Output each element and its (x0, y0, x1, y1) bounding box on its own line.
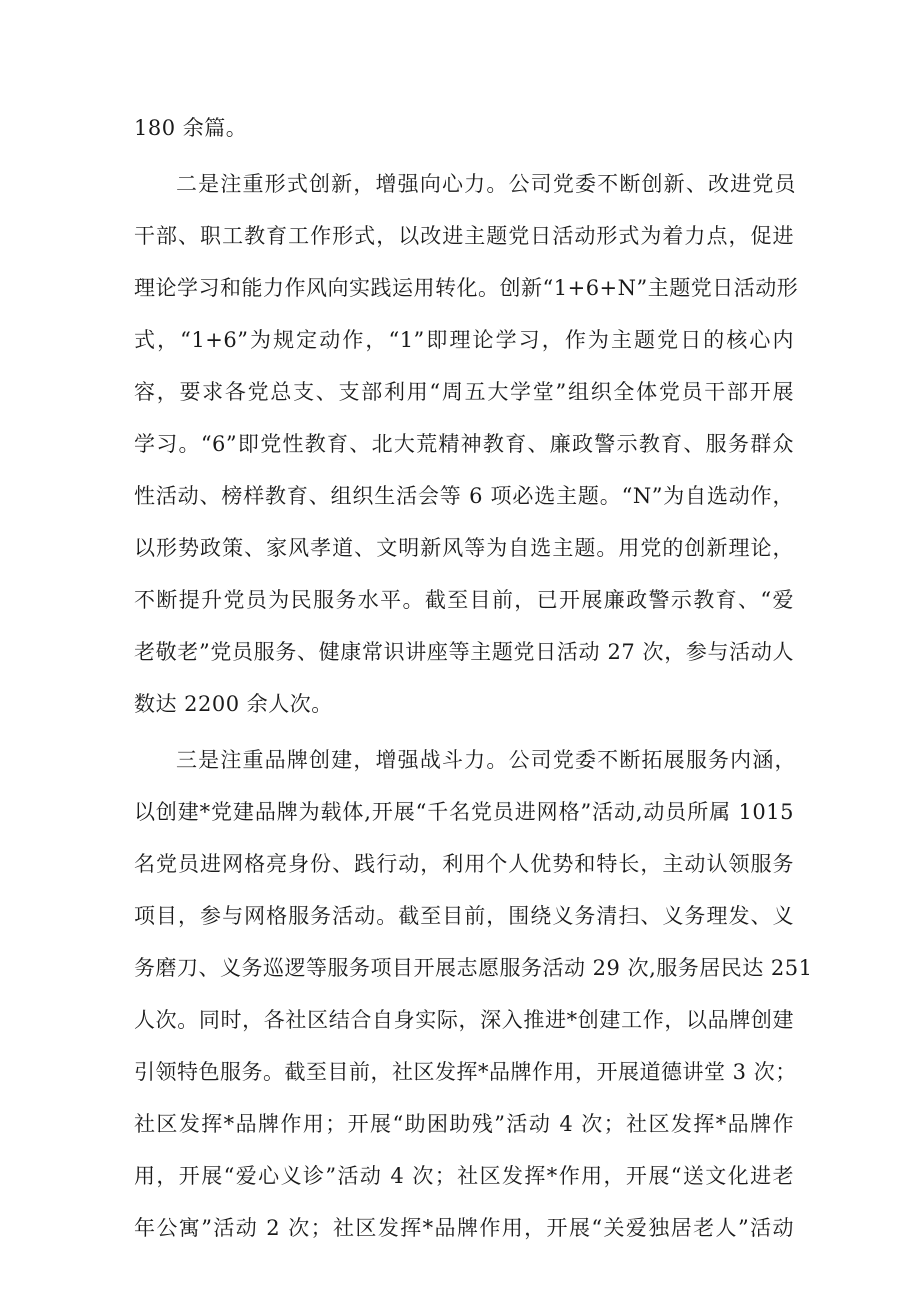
text-line: 用，开展“爱心义诊”活动 4 次；社区发挥*作用，开展“送文化进老 (134, 1164, 794, 1188)
text-line: 数达 2200 余人次。 (134, 692, 333, 716)
text-line: 不断提升党员为民服务水平。截至目前，已开展廉政警示教育、“爱 (134, 588, 794, 612)
text-line: 三是注重品牌创建，增强战斗力。公司党委不断拓展服务内涵， (176, 748, 796, 772)
text-line: 干部、职工教育工作形式，以改进主题党日活动形式为着力点，促进 (134, 224, 794, 248)
text-line: 老敬老”党员服务、健康常识讲座等主题党日活动 27 次，参与活动人 (134, 640, 794, 664)
text-line: 二是注重形式创新，增强向心力。公司党委不断创新、改进党员 (176, 172, 796, 196)
text-line: 名党员进网格亮身份、践行动，利用个人优势和特长，主动认领服务 (134, 852, 794, 876)
text-line: 社区发挥*品牌作用；开展“助困助残”活动 4 次；社区发挥*品牌作 (134, 1112, 794, 1136)
text-line: 180 余篇。 (134, 116, 248, 140)
text-line: 理论学习和能力作风向实践运用转化。创新“1+6+N”主题党日活动形 (134, 276, 799, 300)
text-line: 式，“1+6”为规定动作，“1”即理论学习，作为主题党日的核心内 (134, 328, 794, 352)
text-line: 人次。同时，各社区结合自身实际，深入推进*创建工作，以品牌创建 (134, 1008, 794, 1032)
text-line: 以创建*党建品牌为载体,开展“千名党员进网格”活动,动员所属 1015 (134, 800, 794, 824)
text-line: 务磨刀、义务巡逻等服务项目开展志愿服务活动 29 次,服务居民达 251 (134, 956, 813, 980)
text-line: 年公寓”活动 2 次；社区发挥*品牌作用，开展“关爱独居老人”活动 (134, 1216, 794, 1240)
text-line: 性活动、榜样教育、组织生活会等 6 项必选主题。“N”为自选动作， (134, 484, 794, 508)
text-line: 容，要求各党总支、支部利用“周五大学堂”组织全体党员干部开展 (134, 380, 794, 404)
text-line: 引领特色服务。截至目前，社区发挥*品牌作用，开展道德讲堂 3 次； (134, 1060, 797, 1084)
text-line: 项目，参与网格服务活动。截至目前，围绕义务清扫、义务理发、义 (134, 904, 794, 928)
text-line: 学习。“6”即党性教育、北大荒精神教育、廉政警示教育、服务群众 (134, 432, 794, 456)
text-line: 以形势政策、家风孝道、文明新风等为自选主题。用党的创新理论， (134, 536, 794, 560)
